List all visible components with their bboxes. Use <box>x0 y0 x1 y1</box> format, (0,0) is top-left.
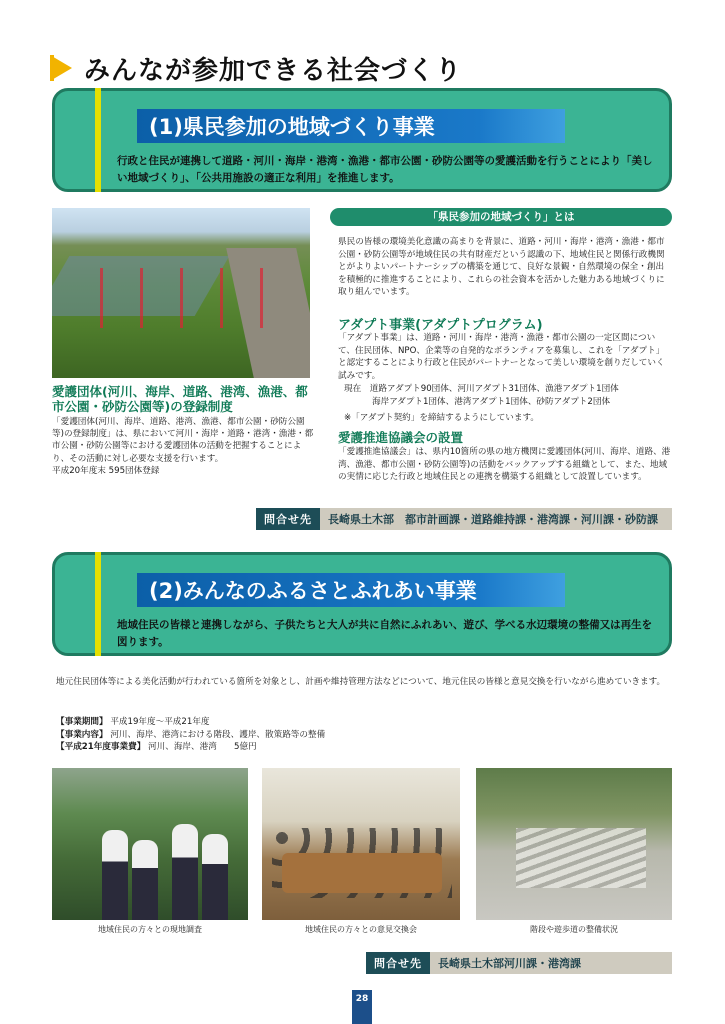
contact-label: 問合せ先 <box>366 952 430 974</box>
adopt-note: ※「アダプト契約」を締結するようにしています。 <box>344 413 539 423</box>
contact-label: 問合せ先 <box>256 508 320 530</box>
council-heading: 愛護推進協議会の設置 <box>338 430 464 445</box>
adopt-counts <box>344 383 674 408</box>
contact-value: 長崎県土木部河川課・港湾課 <box>430 952 672 974</box>
stairs-construction-photo <box>476 768 672 920</box>
meta-row: 【平成21年度事業費】 河川、海岸、港湾 5億円 <box>56 742 257 753</box>
meta-row: 【事業期間】 平成19年度〜平成21年度 <box>56 717 210 727</box>
registration-heading: 愛護団体(河川、海岸、道路、港湾、漁港、都市公園・砂防公園等)の登録制度 <box>52 384 308 414</box>
triangle-bullet-icon <box>50 55 72 81</box>
page-title-text: みんなが参加できる社会づくり <box>84 55 463 86</box>
photo-caption: 階段や遊歩道の整備状況 <box>530 925 618 934</box>
page-title <box>50 48 462 88</box>
section2-header-band <box>52 552 672 656</box>
registration-body <box>52 416 314 477</box>
section2-intro: 地元住民団体等による美化活動が行われている箇所を対象とし、計画や維持管理方法などについて、地元住民の皆様と意見交換を行いながら進めていきます。 <box>56 677 666 687</box>
section1-header-band <box>52 88 672 192</box>
site-survey-photo <box>52 768 248 920</box>
volunteer-cleanup-photo <box>52 208 310 378</box>
definition-pill: 「県民参加の地域づくり」とは <box>330 208 672 226</box>
adopt-text: 「アダプト事業」は、道路・河川・海岸・港湾・漁港・都市公園の一定区間について、住民団体、NPO、企業等の自発的なボランティアを募集し、これを「アダプト」と認定することにより行政と住民がパートナーとなって美しい環境を創りだしていく試みです。 <box>338 333 665 381</box>
definition-text: 県民の皆様の環境美化意識の高まりを背景に、道路・河川・海岸・港湾・漁港・都市公園・砂防公園等が地域住民の共有財産だという認識の下、地域住民と関係行政機関とがよりよいパートナーシップの構築を通じて、良好な景観・自然環境の保全・創出を積極的に推進することにより、これらの社会資本を活かした魅力ある地域づくりに取り組んでいます。 <box>338 237 665 298</box>
page-number: 28 <box>352 990 372 1024</box>
section2-title: (2)みんなのふるさとふれあい事業 <box>137 573 565 607</box>
section2-accent-bar <box>95 552 101 656</box>
photo-caption: 地域住民の方々との現地調査 <box>98 925 202 934</box>
photo-caption: 地域住民の方々との意見交換会 <box>305 925 417 934</box>
project-meta <box>56 716 556 754</box>
meta-row: 【事業内容】 河川、海岸、港湾における階段、護岸、散策路等の整備 <box>56 729 326 740</box>
registration-count: 平成20年度末 595団体登録 <box>52 465 160 476</box>
adopt-heading: アダプト事業(アダプトプログラム) <box>338 318 543 333</box>
council-text: 「愛護推進協議会」は、県内10箇所の県の地方機関に愛護団体(河川、海岸、道路、港湾、漁港、都市公園・砂防公園等)の活動をバックアップする組織として、また、地域の実情に応じた行政と地域住民との連携を構築する組織として設置しています。 <box>338 447 671 483</box>
adopt-count-line1: 現在 道路アダプト90団体、河川アダプト31団体、漁港アダプト1団体 <box>344 384 619 394</box>
registration-text: 「愛護団体(河川、海岸、道路、港湾、漁港、都市公園・砂防公園等)の登録制度」は、県において河川・海岸・道路・港湾・漁港・都市公園・砂防公園等における愛護団体の活動を把握することにより、その活動に対し必要な支援を行います。 <box>52 417 314 464</box>
section1-accent-bar <box>95 88 101 192</box>
contact-value: 長崎県土木部 都市計画課・道路維持課・港湾課・河川課・砂防課 <box>320 508 672 530</box>
section2-description: 地域住民の皆様と連携しながら、子供たちと大人が共に自然にふれあい、遊び、学べる水辺環境の整備又は再生を図ります。 <box>117 619 653 648</box>
section1-contact <box>256 508 672 530</box>
section2-contact <box>366 952 672 974</box>
adopt-count-line2: 海岸アダプト1団体、港湾アダプト1団体、砂防アダプト2団体 <box>372 396 611 407</box>
section1-description: 行政と住民が連携して道路・河川・海岸・港湾・漁港・都市公園・砂防公園等の愛護活動を行うことにより「美しい地域づくり」、「公共用施設の適正な利用」を推進します。 <box>117 155 653 184</box>
meeting-photo <box>262 768 460 920</box>
section1-title: (1)県民参加の地域づくり事業 <box>137 109 565 143</box>
